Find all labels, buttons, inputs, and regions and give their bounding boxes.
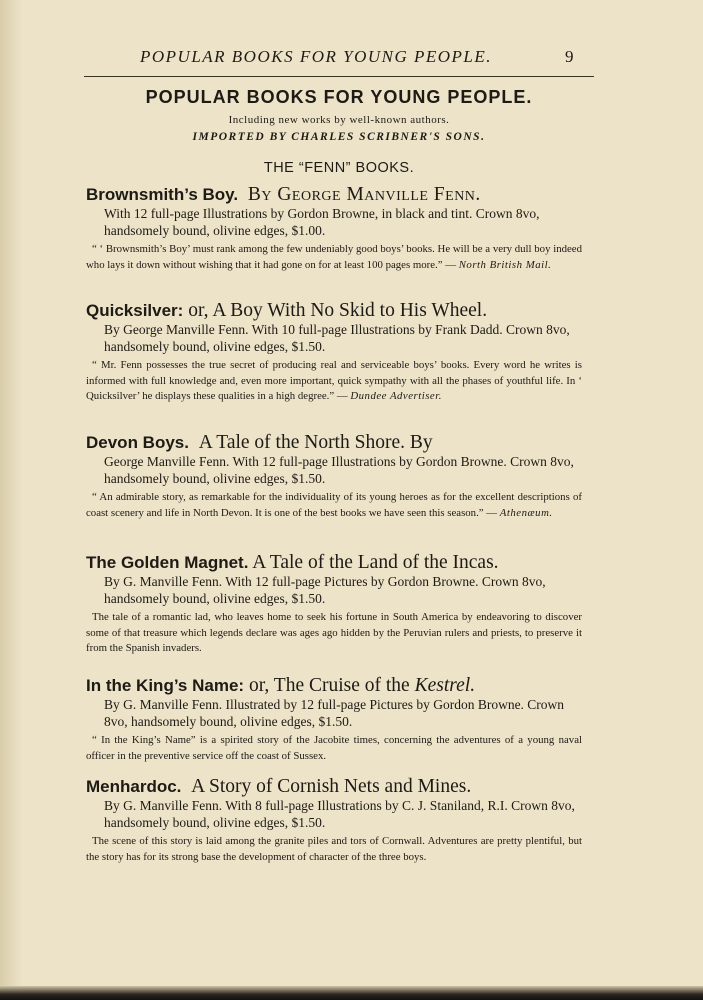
main-title: POPULAR BOOKS FOR YOUNG PEOPLE. — [145, 87, 533, 107]
entry-heading — [86, 552, 582, 574]
entry-details: By G. Manville Fenn. With 8 full-page Illustrations by C. J. Staniland, R.I. Crown 8vo, handsomely bound, olivine edges, $1.50. — [104, 798, 575, 830]
entry-heading — [86, 300, 582, 322]
page-bottom-edge — [0, 986, 703, 1000]
publisher-line: IMPORTED BY CHARLES SCRIBNER'S SONS. — [192, 131, 486, 143]
book-entry-quicksilver — [86, 300, 582, 405]
quote-text: “ In the King’s Name” is a spirited story of the Jacobite times, concerning the adventures of a young naval officer in the preventive service off the coast of Sussex. — [86, 734, 582, 762]
entry-details: By George Manville Fenn. With 10 full-page Illustrations by Frank Dadd. Crown 8vo, handsomely bound, olivine edges, $1.50. — [104, 322, 570, 354]
entry-quote — [86, 242, 582, 273]
entry-title: Menhardoc. — [86, 777, 182, 796]
entry-quote — [86, 834, 582, 865]
book-entry-in-the-kings-name — [86, 675, 582, 764]
running-head: POPULAR BOOKS FOR YOUNG PEOPLE. — [140, 47, 493, 66]
entry-title: In the King’s Name: — [86, 676, 245, 695]
entry-quote — [86, 490, 582, 521]
entry-heading — [86, 184, 582, 206]
entry-details: By G. Manville Fenn. Illustrated by 12 full-page Pictures by Gordon Browne. Crown 8vo, handsomely bound, olivine edges, $1.50. — [104, 697, 565, 729]
entry-title: Devon Boys. — [86, 433, 189, 452]
entry-quote — [86, 610, 582, 657]
entry-subtitle: A Tale of the Land of the Incas. — [252, 552, 499, 573]
entry-title: Quicksilver: — [86, 301, 184, 320]
entry-details: George Manville Fenn. With 12 full-page Illustrations by Gordon Browne. Crown 8vo, handsomely bound, olivine edges, $1.50. — [104, 454, 574, 486]
book-entry-devon-boys — [86, 432, 582, 521]
entry-details: By G. Manville Fenn. With 12 full-page Pictures by Gordon Browne. Crown 8vo, handsomely bound, olivine edges, $1.50. — [104, 574, 546, 606]
quote-text: “ An admirable story, as remarkable for the individuality of its young heroes as for the excellent descriptions of coast scenery and life in North Devon. It is one of the best books we have seen this season.” — — [86, 491, 582, 519]
quote-source: North British Mail. — [458, 258, 552, 271]
book-entry-golden-magnet — [86, 552, 582, 657]
page-number: 9 — [565, 47, 574, 66]
entry-quote — [86, 733, 582, 764]
entry-author: By George Manville Fenn. — [247, 184, 481, 205]
book-entry-menhardoc — [86, 776, 582, 865]
quote-source: Dundee Advertiser. — [350, 390, 442, 402]
quote-text: The tale of a romantic lad, who leaves home to seek his fortune in South America by endeavoring to discover some of that treasure which legends declare was ages ago hidden by the Peruvian rulers and priests, to preserve it from the Spanish invaders. — [86, 611, 582, 654]
entry-title: The Golden Magnet. — [86, 553, 249, 572]
book-entry-brownsmiths-boy — [86, 184, 582, 273]
entry-heading — [86, 776, 582, 798]
subtitle: Including new works by well-known authors. — [228, 114, 450, 126]
entry-heading — [86, 432, 582, 454]
entry-details: With 12 full-page Illustrations by Gordon Browne, in black and tint. Crown 8vo, handsomely bound, olivine edges, $1.00. — [104, 206, 540, 238]
entry-subtitle: or, A Boy With No Skid to His Wheel. — [188, 300, 488, 321]
entry-quote — [86, 358, 582, 405]
entry-subtitle: A Tale of the North Shore. By — [198, 432, 433, 453]
quote-text: “ Mr. Fenn possesses the true secret of producing real and serviceable boys’ books. Every word he writes is informed with full knowledge and, even more important, quick sympathy with all the phases of youthful life. In ‘ Quicksilver’ he displays these qualities in a high degree.” — — [86, 359, 582, 402]
entry-subtitle: A Story of Cornish Nets and Mines. — [191, 776, 472, 797]
page-left-edge — [0, 0, 22, 1000]
entry-subtitle: or, The Cruise of the — [248, 675, 410, 696]
entry-title: Brownsmith’s Boy. — [86, 185, 239, 204]
section-heading: THE “FENN” BOOKS. — [263, 160, 415, 176]
header-rule — [84, 76, 594, 77]
quote-text: “ ‘ Brownsmith’s Boy’ must rank among the few undeniably good boys’ books. He will be a very dull boy indeed who lays it down without wishing that it had gone on for at least 100 pages more.” — — [86, 243, 582, 271]
quote-source: Athenæum. — [499, 506, 553, 519]
entry-heading — [86, 675, 582, 697]
quote-text: The scene of this story is laid among the granite piles and tors of Cornwall. Adventures are pretty plentiful, but the story has for its strong base the development of character of the three boys. — [86, 835, 582, 863]
entry-subtitle-italic: Kestrel. — [414, 675, 476, 696]
